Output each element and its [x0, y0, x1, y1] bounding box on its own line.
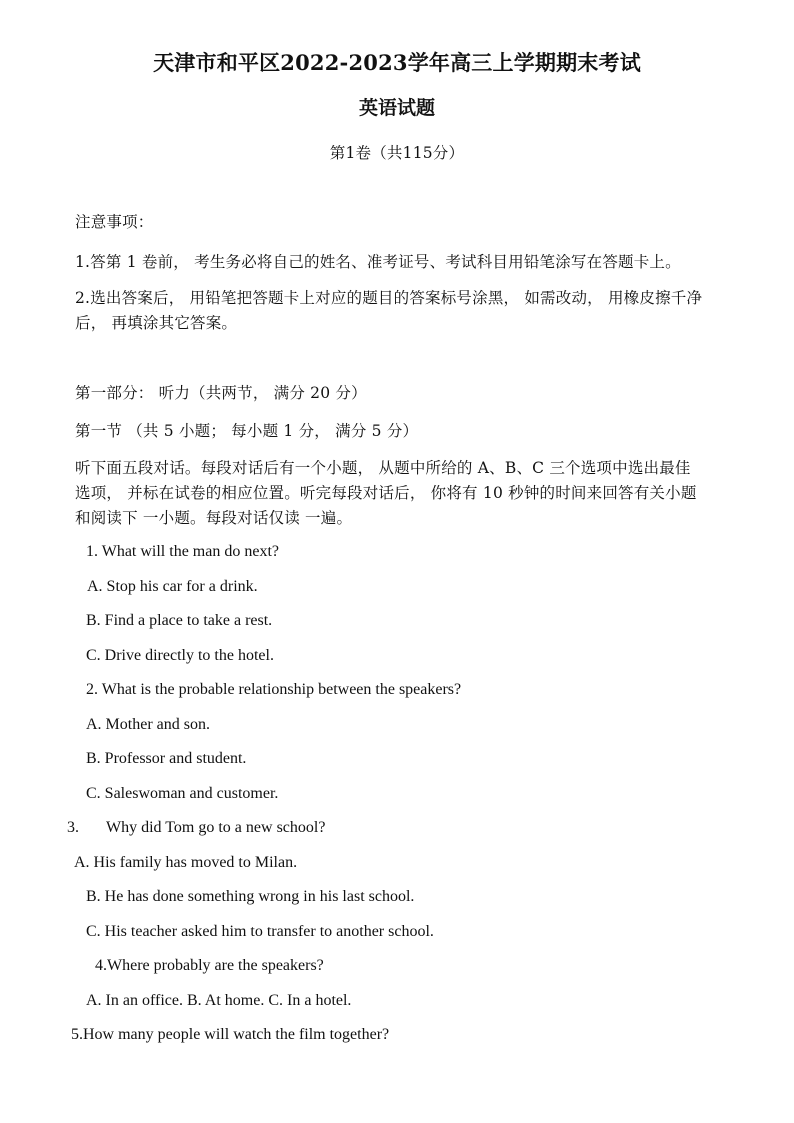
question-3-stem: Why did Tom go to a new school? — [106, 819, 326, 836]
question-3-number: 3. — [67, 819, 79, 836]
question-4-options: A. In an office. B. At home. C. In a hotel. — [86, 992, 352, 1009]
page-subtitle: 英语试题 — [358, 97, 435, 119]
question-1-option-a: A. Stop his car for a drink. — [87, 578, 258, 595]
notice-item-2-line-1: 2.选出答案后， 用铅笔把答题卡上对应的题目的答案标号涂黑， 如需改动， 用橡皮擦千净 — [75, 289, 703, 307]
question-1-option-b: B. Find a place to take a rest. — [86, 612, 273, 629]
question-2-option-a: A. Mother and son. — [86, 716, 210, 733]
instructions-line-2: 选项， 并标在试卷的相应位置。听完每段对话后， 你将有 10 秒钟的时间来回答有关小题 — [75, 484, 697, 502]
question-4-stem: 4.Where probably are the speakers? — [95, 957, 324, 974]
question-3-option-c: C. His teacher asked him to transfer to another school. — [86, 923, 434, 940]
question-1-stem: 1. What will the man do next? — [86, 543, 279, 560]
question-5-stem: 5.How many people will watch the film together? — [71, 1026, 390, 1043]
question-2-option-c: C. Saleswoman and customer. — [86, 785, 279, 802]
notice-heading: 注意事项： — [75, 213, 154, 231]
question-2-option-b: B. Professor and student. — [86, 750, 247, 767]
question-3-option-a: A. His family has moved to Milan. — [74, 854, 298, 871]
question-3-option-b: B. He has done something wrong in his last school. — [86, 888, 415, 905]
section-heading: 第一节 （共 5 小题； 每小题 1 分， 满分 5 分） — [75, 422, 419, 440]
notice-item-2-line-2: 后， 再填涂其它答案。 — [75, 314, 238, 332]
notice-item-1: 1.答第 1 卷前， 考生务必将自己的姓名、准考证号、考试科目用铅笔涂写在答题卡上。 — [75, 253, 681, 271]
question-2-stem: 2. What is the probable relationship between the speakers? — [86, 681, 462, 698]
part-heading: 第一部分： 听力（共两节， 满分 20 分） — [75, 384, 367, 402]
instructions-line-3: 和阅读下 一小题。每段对话仅读 一遍。 — [75, 509, 353, 527]
volume-label: 第1卷（共115分） — [329, 144, 465, 162]
instructions-line-1: 听下面五段对话。每段对话后有一个小题， 从题中所给的 A、B、C 三个选项中选出最佳 — [75, 459, 691, 477]
question-1-option-c: C. Drive directly to the hotel. — [86, 647, 274, 664]
page-title: 天津市和平区2022-2023学年高三上学期期末考试 — [153, 50, 641, 75]
